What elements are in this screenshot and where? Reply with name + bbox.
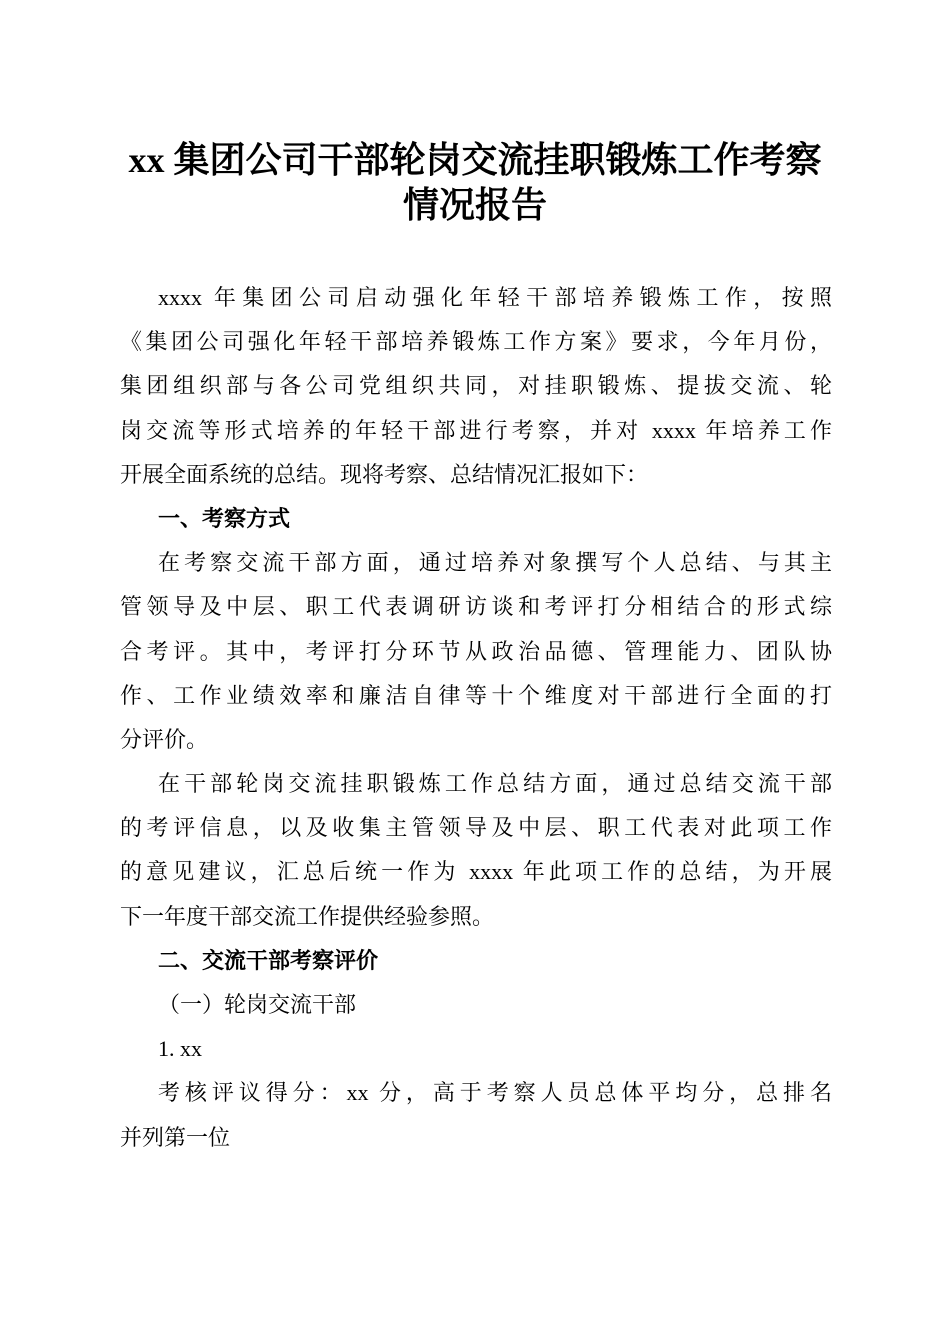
paragraph <box>120 276 832 497</box>
paragraph <box>120 1071 832 1159</box>
text-line: 下一年度干部交流工作提供经验参照。 <box>120 903 495 929</box>
text-line: 的意见建议，汇总后统一作为 xxxx 年此项工作的总结，为开展 <box>120 859 832 885</box>
paragraph <box>120 1027 832 1071</box>
text-line: 岗交流等形式培养的年轻干部进行考察，并对 xxxx 年培养工作 <box>120 417 832 443</box>
text-line: 在干部轮岗交流挂职锻炼工作总结方面，通过总结交流干部 <box>158 771 832 797</box>
text-line: 《集团公司强化年轻干部培养锻炼工作方案》要求，今年月份， <box>120 329 832 355</box>
paragraph <box>120 983 832 1027</box>
document-title-line-2: 情况报告 <box>402 185 547 225</box>
text-line: 作、工作业绩效率和廉洁自律等十个维度对干部进行全面的打 <box>120 682 832 708</box>
text-line: 一、考察方式 <box>158 505 291 531</box>
text-line: 开展全面系统的总结。现将考察、总结情况汇报如下： <box>120 461 649 487</box>
section-heading <box>120 939 832 983</box>
paragraph <box>120 541 832 762</box>
document-title-line-1: xx 集团公司干部轮岗交流挂职锻炼工作考察 <box>128 140 822 180</box>
text-line: 的考评信息，以及收集主管领导及中层、职工代表对此项工作 <box>120 815 832 841</box>
section-heading <box>120 497 832 541</box>
text-line: 集团组织部与各公司党组织共同，对挂职锻炼、提拔交流、轮 <box>120 373 832 399</box>
text-line: 并列第一位 <box>120 1124 231 1150</box>
text-line: 管领导及中层、职工代表调研访谈和考评打分相结合的形式综 <box>120 594 832 620</box>
text-line: （一）轮岗交流干部 <box>158 992 357 1017</box>
text-line: 二、交流干部考察评价 <box>158 947 379 973</box>
paragraph <box>120 762 832 939</box>
text-line: 考核评议得分：xx 分，高于考察人员总体平均分，总排名 <box>158 1080 832 1106</box>
text-line: 分评价。 <box>120 726 209 752</box>
text-line: 合考评。其中，考评打分环节从政治品德、管理能力、团队协 <box>120 638 832 664</box>
text-line: 在考察交流干部方面，通过培养对象撰写个人总结、与其主 <box>158 550 832 576</box>
text-line: xxxx 年集团公司启动强化年轻干部培养锻炼工作，按照 <box>158 285 832 310</box>
document-body <box>120 276 832 1160</box>
text-line: 1. xx <box>158 1036 202 1062</box>
